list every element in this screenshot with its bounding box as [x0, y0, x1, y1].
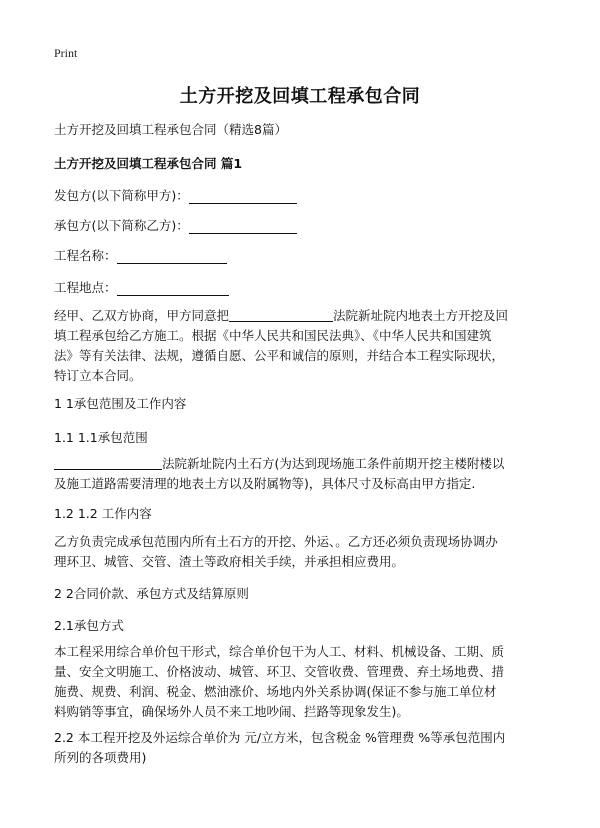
- party-b-field: [54, 216, 297, 234]
- project-name-label: 工程名称：: [54, 248, 117, 263]
- section-2-1-heading: 2.1承包方式: [54, 618, 124, 633]
- print-label: Print: [54, 46, 78, 60]
- project-location-field: [54, 278, 229, 296]
- method-line-1: 本工程采用综合单价包干形式，综合单价包干为人工、材料、机械设备、工期、质: [54, 644, 505, 659]
- method-line-3: 施费、规费、利润、税金、燃油涨价、场地内外关系协调(保证不参与施工单位材: [54, 684, 497, 699]
- scope-line-2: 及施工道路需要清理的地表土方以及附属物等)，具体尺寸及标高由甲方指定.: [54, 476, 476, 491]
- party-a-field: [54, 186, 297, 204]
- section-1-2-heading: 1.2 1.2 工作内容: [54, 506, 152, 521]
- document-subtitle: 土方开挖及回填工程承包合同（精选8篇）: [54, 122, 287, 137]
- intro-line-1: [54, 306, 548, 326]
- project-location-label: 工程地点：: [54, 280, 117, 295]
- section-heading: 土方开挖及回填工程承包合同 篇1: [54, 156, 243, 171]
- intro-line-3: 法》等有关法律、法规，遵循自愿、公平和诚信的原则，并结合本工程实际现状，: [54, 348, 505, 363]
- project-name-field: [54, 246, 227, 264]
- section-1-1-heading: 1.1 1.1承包范围: [54, 430, 148, 445]
- court-name-blank: [229, 307, 333, 322]
- party-a-blank: [189, 189, 297, 204]
- scope-line-1: [54, 454, 548, 474]
- section-2-heading: 2 2合同价款、承包方式及结算原则: [54, 586, 249, 601]
- project-location-blank: [117, 281, 229, 296]
- work-line-1: 乙方负责完成承包范围内所有土石方的开挖、外运、。乙方还必须负责现场协调办: [54, 534, 498, 549]
- work-line-2: 理环卫、城管、交管、渣土等政府相关手续，并承担相应费用。: [54, 554, 405, 569]
- intro-line-2: 填工程承包给乙方施工。根据《中华人民共和国民法典》、《中华人民共和国建筑: [54, 328, 492, 343]
- project-name-blank: [117, 249, 227, 264]
- method-paragraph: [54, 642, 548, 722]
- method-line-4: 料购销等事宜，确保场外人员不来工地吵闹、拦路等现象发生)。: [54, 704, 409, 719]
- party-b-label: 承包方(以下简称乙方)：: [54, 218, 189, 233]
- party-b-blank: [189, 219, 297, 234]
- price-line-2: 所列的各项费用): [54, 750, 147, 765]
- intro-line-4: 特订立本合同。: [54, 368, 142, 383]
- section-1-heading: 1 1承包范围及工作内容: [54, 396, 187, 411]
- work-paragraph: [54, 532, 548, 572]
- intro-paragraph: [54, 306, 548, 386]
- method-line-2: 量、安全文明施工、价格波动、城管、环卫、交管收费、管理费、弃土场地费、措: [54, 664, 505, 679]
- scope-paragraph: [54, 454, 548, 494]
- scope-line-1b: 法院新址院内土石方(为达到现场施工条件前期开挖主楼附楼以: [162, 456, 505, 471]
- party-a-label: 发包方(以下简称甲方)：: [54, 188, 189, 203]
- scope-court-blank: [54, 455, 162, 470]
- intro-line-1b: 法院新址院内地表土方开挖及回: [333, 308, 509, 323]
- document-title: 土方开挖及回填工程承包合同: [179, 86, 421, 107]
- price-paragraph: [54, 728, 548, 768]
- intro-line-1a: 经甲、乙双方协商，甲方同意把: [54, 308, 230, 323]
- price-line-1: 2.2 本工程开挖及外运综合单价为 元/立方米，包含税金 %管理费 %等承包范围内: [54, 730, 506, 745]
